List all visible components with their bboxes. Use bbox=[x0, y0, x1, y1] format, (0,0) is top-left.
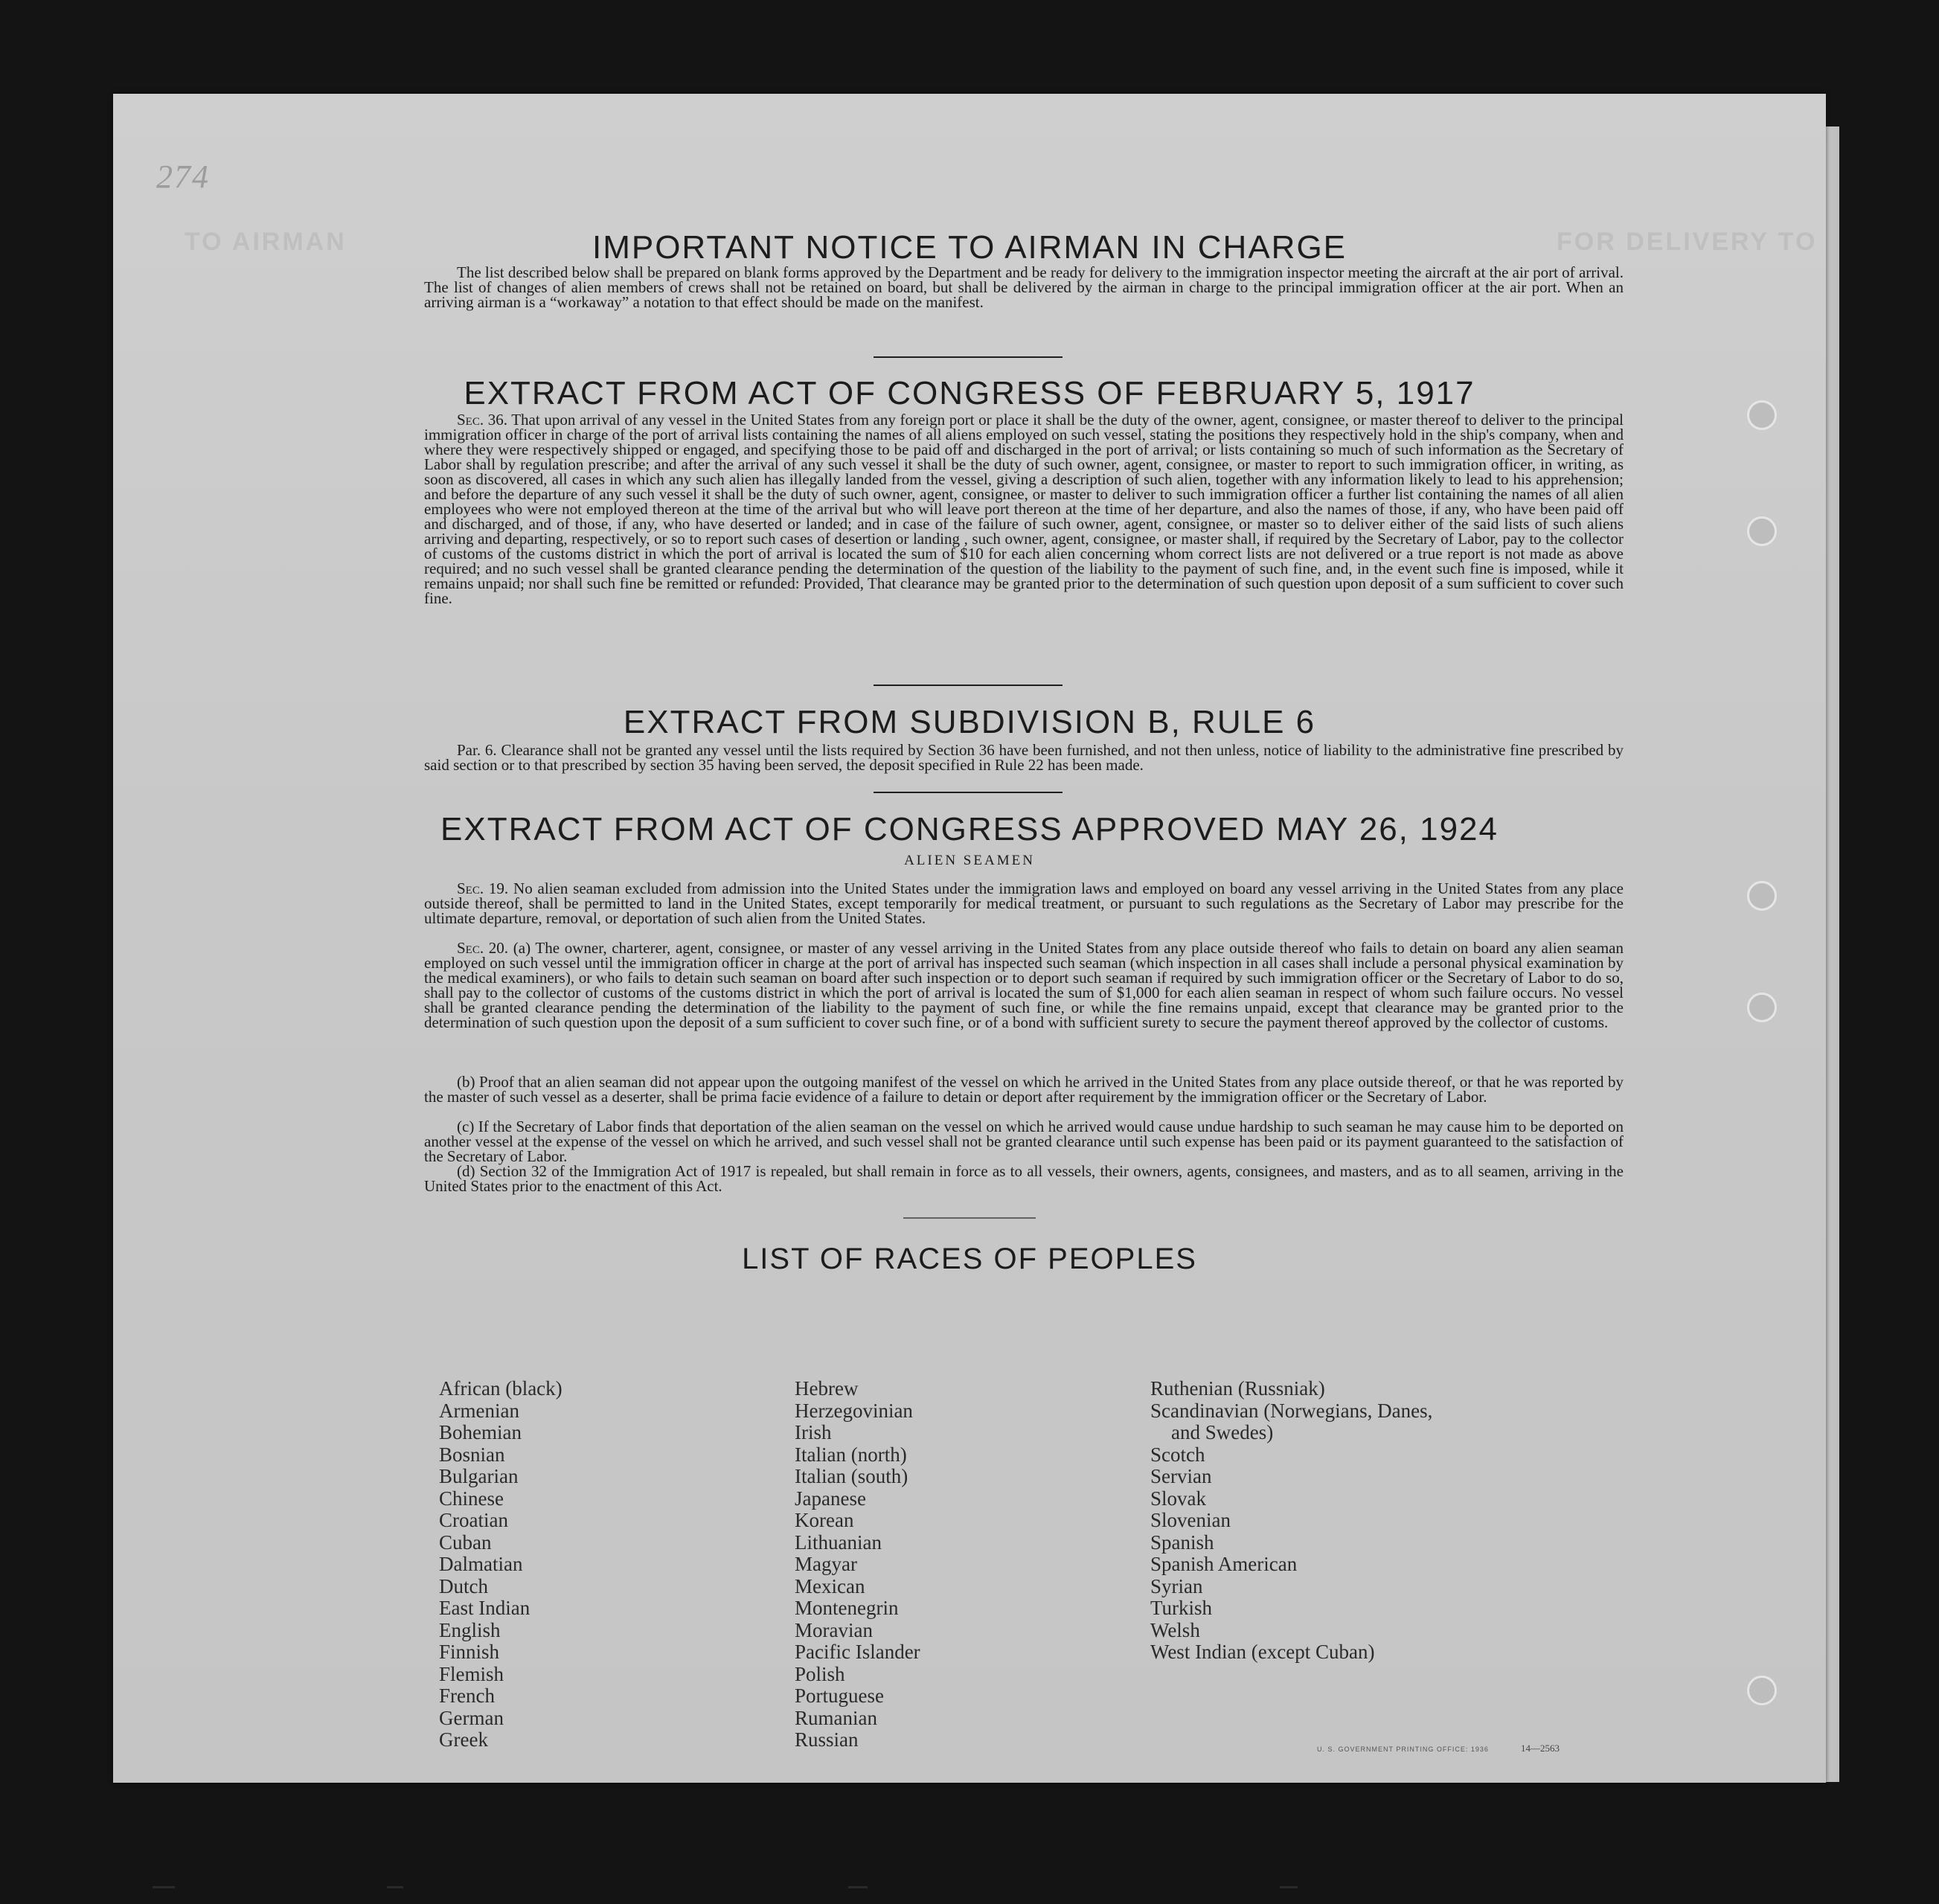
race-item: Russian bbox=[795, 1728, 859, 1751]
race-item: Cuban bbox=[439, 1530, 492, 1554]
race-item: Montenegrin bbox=[795, 1597, 899, 1619]
race-item: Irish bbox=[795, 1421, 832, 1443]
race-item: Armenian bbox=[439, 1399, 519, 1422]
races-column-2 bbox=[795, 1378, 920, 1751]
race-item: Bulgarian bbox=[439, 1465, 519, 1487]
race-item: Hebrew bbox=[795, 1377, 859, 1400]
race-item: Magyar bbox=[795, 1553, 857, 1575]
race-item: Moravian bbox=[795, 1618, 873, 1641]
section-label: Sec. 20. bbox=[457, 939, 509, 957]
race-item: Scotch bbox=[1150, 1443, 1205, 1466]
race-item: Finnish bbox=[439, 1641, 500, 1663]
race-item: Slovenian bbox=[1150, 1509, 1231, 1531]
race-item: Flemish bbox=[439, 1662, 504, 1685]
race-item: Syrian bbox=[1150, 1574, 1203, 1597]
race-item: Polish bbox=[795, 1662, 845, 1685]
film-mark bbox=[1280, 1886, 1298, 1888]
act-1924-section-20b: (b) Proof that an alien seaman did not appear upon the outgoing manifest of the vessel on which he arrived in the United States from any place outside thereof, or that he was reported by the master of such vessel as a deserter, shall be prima facie evidence of a failure to detain or deport after requirement by the immigration officer or the Secretary of Labor. bbox=[424, 1073, 1624, 1106]
race-item: Herzegovinian bbox=[795, 1399, 913, 1422]
race-item: German bbox=[439, 1706, 504, 1729]
punch-hole bbox=[1747, 1676, 1777, 1705]
notice-paragraph: The list described below shall be prepared on blank forms approved by the Department and be ready for delivery to the immigration inspector meeting the aircraft at the air port of arrival. The list of changes of alien members of crews shall not be retained on board, but shall be delivered by the airman in charge to the principal immigration officer at the air port. When an arriving airman is a “workaway” a notation to that effect should be made on the manifest. bbox=[424, 263, 1624, 311]
race-item: Turkish bbox=[1150, 1597, 1213, 1619]
section-text: (a) The owner, charterer, agent, consignee, or master of any vessel arriving in the United States from any place outside thereof who fails to detain on board any alien seaman employed on such vessel until the immigration officer in charge at the port of arrival has inspected such seaman (which inspection in all cases shall include a personal physical examination by the medical examiners), or who fails to detain such seaman on board after such inspection or to deport such seaman if required by such immigration officer or the Secretary of Labor to do so, shall pay to the collector of customs of the customs district in which the port of arrival is located the sum of $1,000 for each alien seaman in respect of whom such failure occurs. No vessel shall be granted clearance pending the determination of the liability to the payment of such fine, or while the fine remains unpaid, except that clearance may be granted prior to the determination of such question upon the deposit of a sum sufficient to cover such fine, or of a bond with sufficient surety to secure the payment thereof approved by the collector of customs. bbox=[424, 939, 1624, 1031]
punch-hole bbox=[1747, 881, 1777, 911]
race-item: Italian (south) bbox=[795, 1465, 908, 1487]
race-item: Italian (north) bbox=[795, 1443, 907, 1466]
section-divider bbox=[874, 792, 1063, 793]
race-item: Chinese bbox=[439, 1487, 504, 1510]
race-item: Mexican bbox=[795, 1574, 865, 1597]
punch-hole bbox=[1747, 993, 1777, 1022]
race-item: Dalmatian bbox=[439, 1553, 523, 1575]
bleed-through-text: TO AIRMAN bbox=[185, 228, 347, 256]
race-item: Bohemian bbox=[439, 1421, 522, 1443]
section-text: No alien seaman excluded from admission into the United States under the immigration laws and employed on board any vessel arriving in the United States from any place outside thereof, shall be permitted to land in the United States, except temporarily for medical treatment, or pursuant to such regulations as the Secretary of Labor may prescribe for the ultimate departure, removal, or deportation of such alien from the United States. bbox=[424, 879, 1624, 927]
rule-6-paragraph: Par. 6. Clearance shall not be granted any vessel until the lists required by Section 36 have been furnished, and not then unless, notice of liability to the administrative fine prescribed by said section or to that prescribed by section 35 having been served, the deposit specified in Rule 22 has been made. bbox=[424, 741, 1624, 774]
notice-heading: IMPORTANT NOTICE TO AIRMAN IN CHARGE bbox=[592, 229, 1347, 266]
act-1924-section-19 bbox=[424, 881, 1624, 926]
race-item: Greek bbox=[439, 1728, 488, 1751]
form-number: 14—2563 bbox=[1521, 1743, 1560, 1754]
race-item: Scandinavian (Norwegians, Danes, bbox=[1150, 1399, 1433, 1422]
film-mark bbox=[153, 1886, 175, 1888]
race-item: Spanish bbox=[1150, 1530, 1214, 1554]
race-item: Japanese bbox=[795, 1487, 866, 1510]
film-mark bbox=[848, 1886, 868, 1888]
race-item: West Indian (except Cuban) bbox=[1150, 1641, 1375, 1663]
act-1917-section-36 bbox=[424, 412, 1624, 606]
act-1924-section-20a bbox=[424, 940, 1624, 1030]
race-item: French bbox=[439, 1685, 495, 1707]
race-item: Slovak bbox=[1150, 1487, 1207, 1510]
film-mark bbox=[387, 1886, 403, 1888]
section-text: That upon arrival of any vessel in the United States from any foreign port or place it shall be the duty of the owner, agent, consignee, or master thereof to deliver to the principal immigration officer in charge of the port of arrival lists containing the names of all aliens employed on such vessel, stating the positions they respectively hold in the ship's company, when and where they were respectively shipped or engaged, and specifying those to be paid off and discharged in the port of arrival; or lists containing so much of such information as the Secretary of Labor shall by regulation prescribe; and after the arrival of any such vessel it shall be the duty of such owner, agent, consignee, or master to report to such immigration officer, in writing, as soon as discovered, all cases in which any such alien has illegally landed from the vessel, giving a description of such alien, together with any information likely to lead to his apprehension; and before the departure of any such vessel it shall be the duty of such owner, agent, consignee, or master to deliver to such immigration officer a further list containing the names of all alien employees who were not employed thereon at the time of the arrival but who will leave port thereon at the time of her departure, and also the names of those, if any, who have been paid off and discharged, and of those, if any, who have deserted or landed; and in case of the failure of such owner, agent, consignee, or master so to deliver either of the said lists of such aliens arriving and departing, respectively, or so to report such cases of desertion or landing , such owner, agent, consignee, or master shall, if required by the Secretary of Labor, pay to the collector of customs of the customs district in which the port of arrival is located the sum of $10 for each alien concerning whom correct lists are not delivered or a true report is not made as above required; and no such vessel shall be granted clearance pending the determination of the question of the liability to the payment of such fine, and, in the event such fine is imposed, while it remains unpaid; nor shall such fine be remitted or refunded: Provided, That clearance may be granted prior to the determination of such question upon deposit of a sum sufficient to cover such fine. bbox=[424, 411, 1624, 607]
races-heading: LIST OF RACES OF PEOPLES bbox=[742, 1243, 1197, 1275]
race-item: Servian bbox=[1150, 1465, 1212, 1487]
race-item: Bosnian bbox=[439, 1443, 505, 1466]
race-item: Rumanian bbox=[795, 1706, 877, 1729]
act-1917-heading: EXTRACT FROM ACT OF CONGRESS OF FEBRUARY 5, 1917 bbox=[464, 375, 1475, 411]
section-divider bbox=[874, 356, 1063, 358]
race-item: African (black) bbox=[439, 1377, 563, 1400]
races-column-1 bbox=[439, 1378, 563, 1751]
bleed-through-text: FOR DELIVERY TO bbox=[1557, 228, 1818, 256]
act-1924-section-20c: (c) If the Secretary of Labor finds that deportation of the alien seaman on the vessel on which he arrived would cause undue hardship to such seaman he may cause him to be deported on another vessel at the expense of the vessel on which he arrived, and such vessel shall not be granted clearance until such expense has been paid or its payment guaranteed to the satisfaction of the Secretary of Labor. bbox=[424, 1118, 1624, 1165]
printing-office-imprint: U. S. GOVERNMENT PRINTING OFFICE: 1936 bbox=[1317, 1746, 1489, 1753]
race-item: Lithuanian bbox=[795, 1530, 882, 1554]
document-page bbox=[113, 94, 1826, 1783]
race-item: Croatian bbox=[439, 1509, 508, 1531]
race-item: Welsh bbox=[1150, 1618, 1200, 1641]
rule-6-heading: EXTRACT FROM SUBDIVISION B, RULE 6 bbox=[623, 704, 1316, 740]
section-label: Sec. 36. bbox=[457, 411, 507, 429]
act-1924-heading: EXTRACT FROM ACT OF CONGRESS APPROVED MAY 26, 1924 bbox=[440, 811, 1499, 847]
punch-hole bbox=[1747, 516, 1777, 546]
section-divider bbox=[874, 685, 1063, 686]
race-item: and Swedes) bbox=[1171, 1421, 1274, 1443]
race-item: Dutch bbox=[439, 1574, 488, 1597]
section-divider bbox=[903, 1217, 1036, 1219]
section-label: Sec. 19. bbox=[457, 879, 509, 897]
race-item: East Indian bbox=[439, 1597, 531, 1619]
races-column-3 bbox=[1150, 1378, 1432, 1664]
race-item: English bbox=[439, 1618, 501, 1641]
race-item: Spanish American bbox=[1150, 1553, 1298, 1575]
race-item: Pacific Islander bbox=[795, 1641, 920, 1663]
race-item: Portuguese bbox=[795, 1685, 884, 1707]
page-number: 274 bbox=[156, 158, 210, 195]
alien-seamen-subheading: ALIEN SEAMEN bbox=[904, 853, 1035, 868]
act-1924-section-20d: (d) Section 32 of the Immigration Act of 1917 is repealed, but shall remain in force as to all vessels, their owners, agents, consignees, and masters, and as to all seamen, arriving in the United States prior to the enactment of this Act. bbox=[424, 1162, 1624, 1195]
race-item: Ruthenian (Russniak) bbox=[1150, 1377, 1325, 1400]
race-item: Korean bbox=[795, 1509, 854, 1531]
